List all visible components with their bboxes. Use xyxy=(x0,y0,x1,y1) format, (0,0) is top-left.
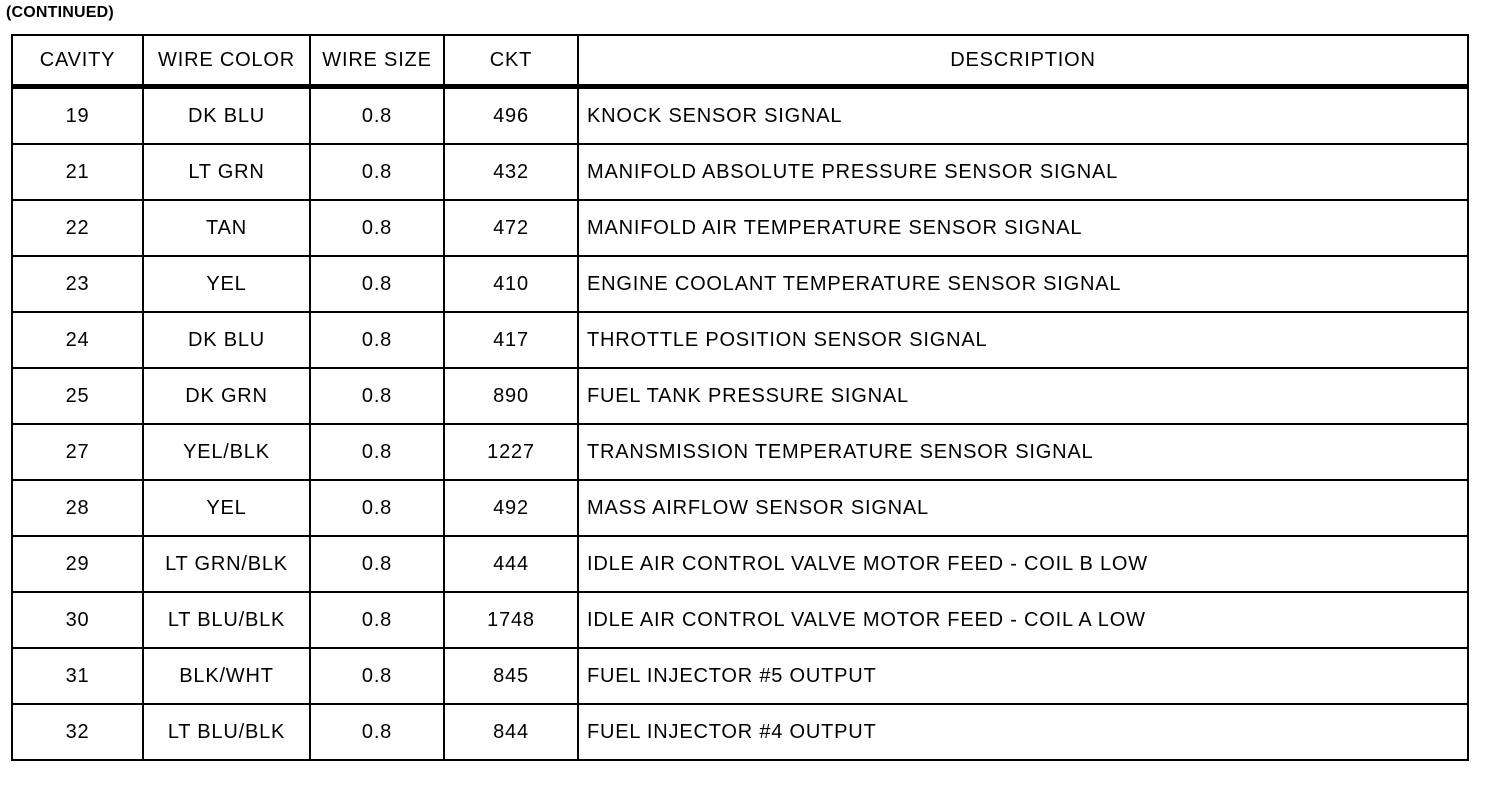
table-row xyxy=(12,648,1468,704)
cell-wire-size: 0.8 xyxy=(310,592,444,648)
cell-description: TRANSMISSION TEMPERATURE SENSOR SIGNAL xyxy=(578,424,1468,480)
table-row xyxy=(12,144,1468,200)
table-row xyxy=(12,87,1468,145)
cell-description: IDLE AIR CONTROL VALVE MOTOR FEED - COIL A LOW xyxy=(578,592,1468,648)
table-row xyxy=(12,536,1468,592)
cell-description: MASS AIRFLOW SENSOR SIGNAL xyxy=(578,480,1468,536)
header-ckt: CKT xyxy=(444,35,578,87)
cell-cavity: 24 xyxy=(12,312,143,368)
table-header xyxy=(12,35,1468,87)
cell-description: FUEL INJECTOR #4 OUTPUT xyxy=(578,704,1468,760)
cell-cavity: 29 xyxy=(12,536,143,592)
cell-description: MANIFOLD ABSOLUTE PRESSURE SENSOR SIGNAL xyxy=(578,144,1468,200)
cell-wire-size: 0.8 xyxy=(310,424,444,480)
cell-cavity: 22 xyxy=(12,200,143,256)
cell-cavity: 27 xyxy=(12,424,143,480)
cell-description: MANIFOLD AIR TEMPERATURE SENSOR SIGNAL xyxy=(578,200,1468,256)
header-cavity: CAVITY xyxy=(12,35,143,87)
table-row xyxy=(12,200,1468,256)
cell-wire-color: BLK/WHT xyxy=(143,648,310,704)
table-row xyxy=(12,424,1468,480)
cell-cavity: 21 xyxy=(12,144,143,200)
cell-wire-color: LT GRN xyxy=(143,144,310,200)
header-row xyxy=(12,35,1468,87)
cell-description: FUEL INJECTOR #5 OUTPUT xyxy=(578,648,1468,704)
cell-cavity: 23 xyxy=(12,256,143,312)
cell-wire-color: TAN xyxy=(143,200,310,256)
cell-ckt: 844 xyxy=(444,704,578,760)
cell-ckt: 444 xyxy=(444,536,578,592)
cell-wire-size: 0.8 xyxy=(310,312,444,368)
cell-ckt: 1227 xyxy=(444,424,578,480)
cell-description: THROTTLE POSITION SENSOR SIGNAL xyxy=(578,312,1468,368)
cell-wire-size: 0.8 xyxy=(310,256,444,312)
cell-wire-color: DK BLU xyxy=(143,87,310,145)
cell-wire-color: YEL xyxy=(143,256,310,312)
cell-ckt: 890 xyxy=(444,368,578,424)
cell-wire-size: 0.8 xyxy=(310,87,444,145)
header-wire-size: WIRE SIZE xyxy=(310,35,444,87)
table-row xyxy=(12,256,1468,312)
cell-wire-color: LT GRN/BLK xyxy=(143,536,310,592)
table-row xyxy=(12,592,1468,648)
cell-description: IDLE AIR CONTROL VALVE MOTOR FEED - COIL B LOW xyxy=(578,536,1468,592)
table-row xyxy=(12,312,1468,368)
cell-ckt: 845 xyxy=(444,648,578,704)
table-row xyxy=(12,704,1468,760)
cell-wire-color: YEL/BLK xyxy=(143,424,310,480)
connector-pinout-table xyxy=(11,34,1469,761)
cell-cavity: 28 xyxy=(12,480,143,536)
cell-description: KNOCK SENSOR SIGNAL xyxy=(578,87,1468,145)
header-description: DESCRIPTION xyxy=(578,35,1468,87)
cell-wire-size: 0.8 xyxy=(310,536,444,592)
cell-description: ENGINE COOLANT TEMPERATURE SENSOR SIGNAL xyxy=(578,256,1468,312)
cell-ckt: 432 xyxy=(444,144,578,200)
cell-ckt: 472 xyxy=(444,200,578,256)
table-row xyxy=(12,480,1468,536)
cell-wire-size: 0.8 xyxy=(310,144,444,200)
cell-ckt: 1748 xyxy=(444,592,578,648)
table-row xyxy=(12,368,1468,424)
cell-wire-color: LT BLU/BLK xyxy=(143,592,310,648)
cell-wire-size: 0.8 xyxy=(310,368,444,424)
cell-cavity: 25 xyxy=(12,368,143,424)
cell-wire-size: 0.8 xyxy=(310,648,444,704)
header-wire-color: WIRE COLOR xyxy=(143,35,310,87)
continued-label: (CONTINUED) xyxy=(6,4,114,21)
cell-cavity: 32 xyxy=(12,704,143,760)
cell-ckt: 417 xyxy=(444,312,578,368)
cell-description: FUEL TANK PRESSURE SIGNAL xyxy=(578,368,1468,424)
cell-ckt: 492 xyxy=(444,480,578,536)
cell-ckt: 496 xyxy=(444,87,578,145)
cell-wire-color: DK GRN xyxy=(143,368,310,424)
cell-ckt: 410 xyxy=(444,256,578,312)
cell-cavity: 31 xyxy=(12,648,143,704)
cell-cavity: 30 xyxy=(12,592,143,648)
cell-wire-size: 0.8 xyxy=(310,200,444,256)
cell-wire-color: LT BLU/BLK xyxy=(143,704,310,760)
cell-cavity: 19 xyxy=(12,87,143,145)
cell-wire-color: DK BLU xyxy=(143,312,310,368)
cell-wire-size: 0.8 xyxy=(310,480,444,536)
cell-wire-color: YEL xyxy=(143,480,310,536)
cell-wire-size: 0.8 xyxy=(310,704,444,760)
table-body xyxy=(12,87,1468,761)
